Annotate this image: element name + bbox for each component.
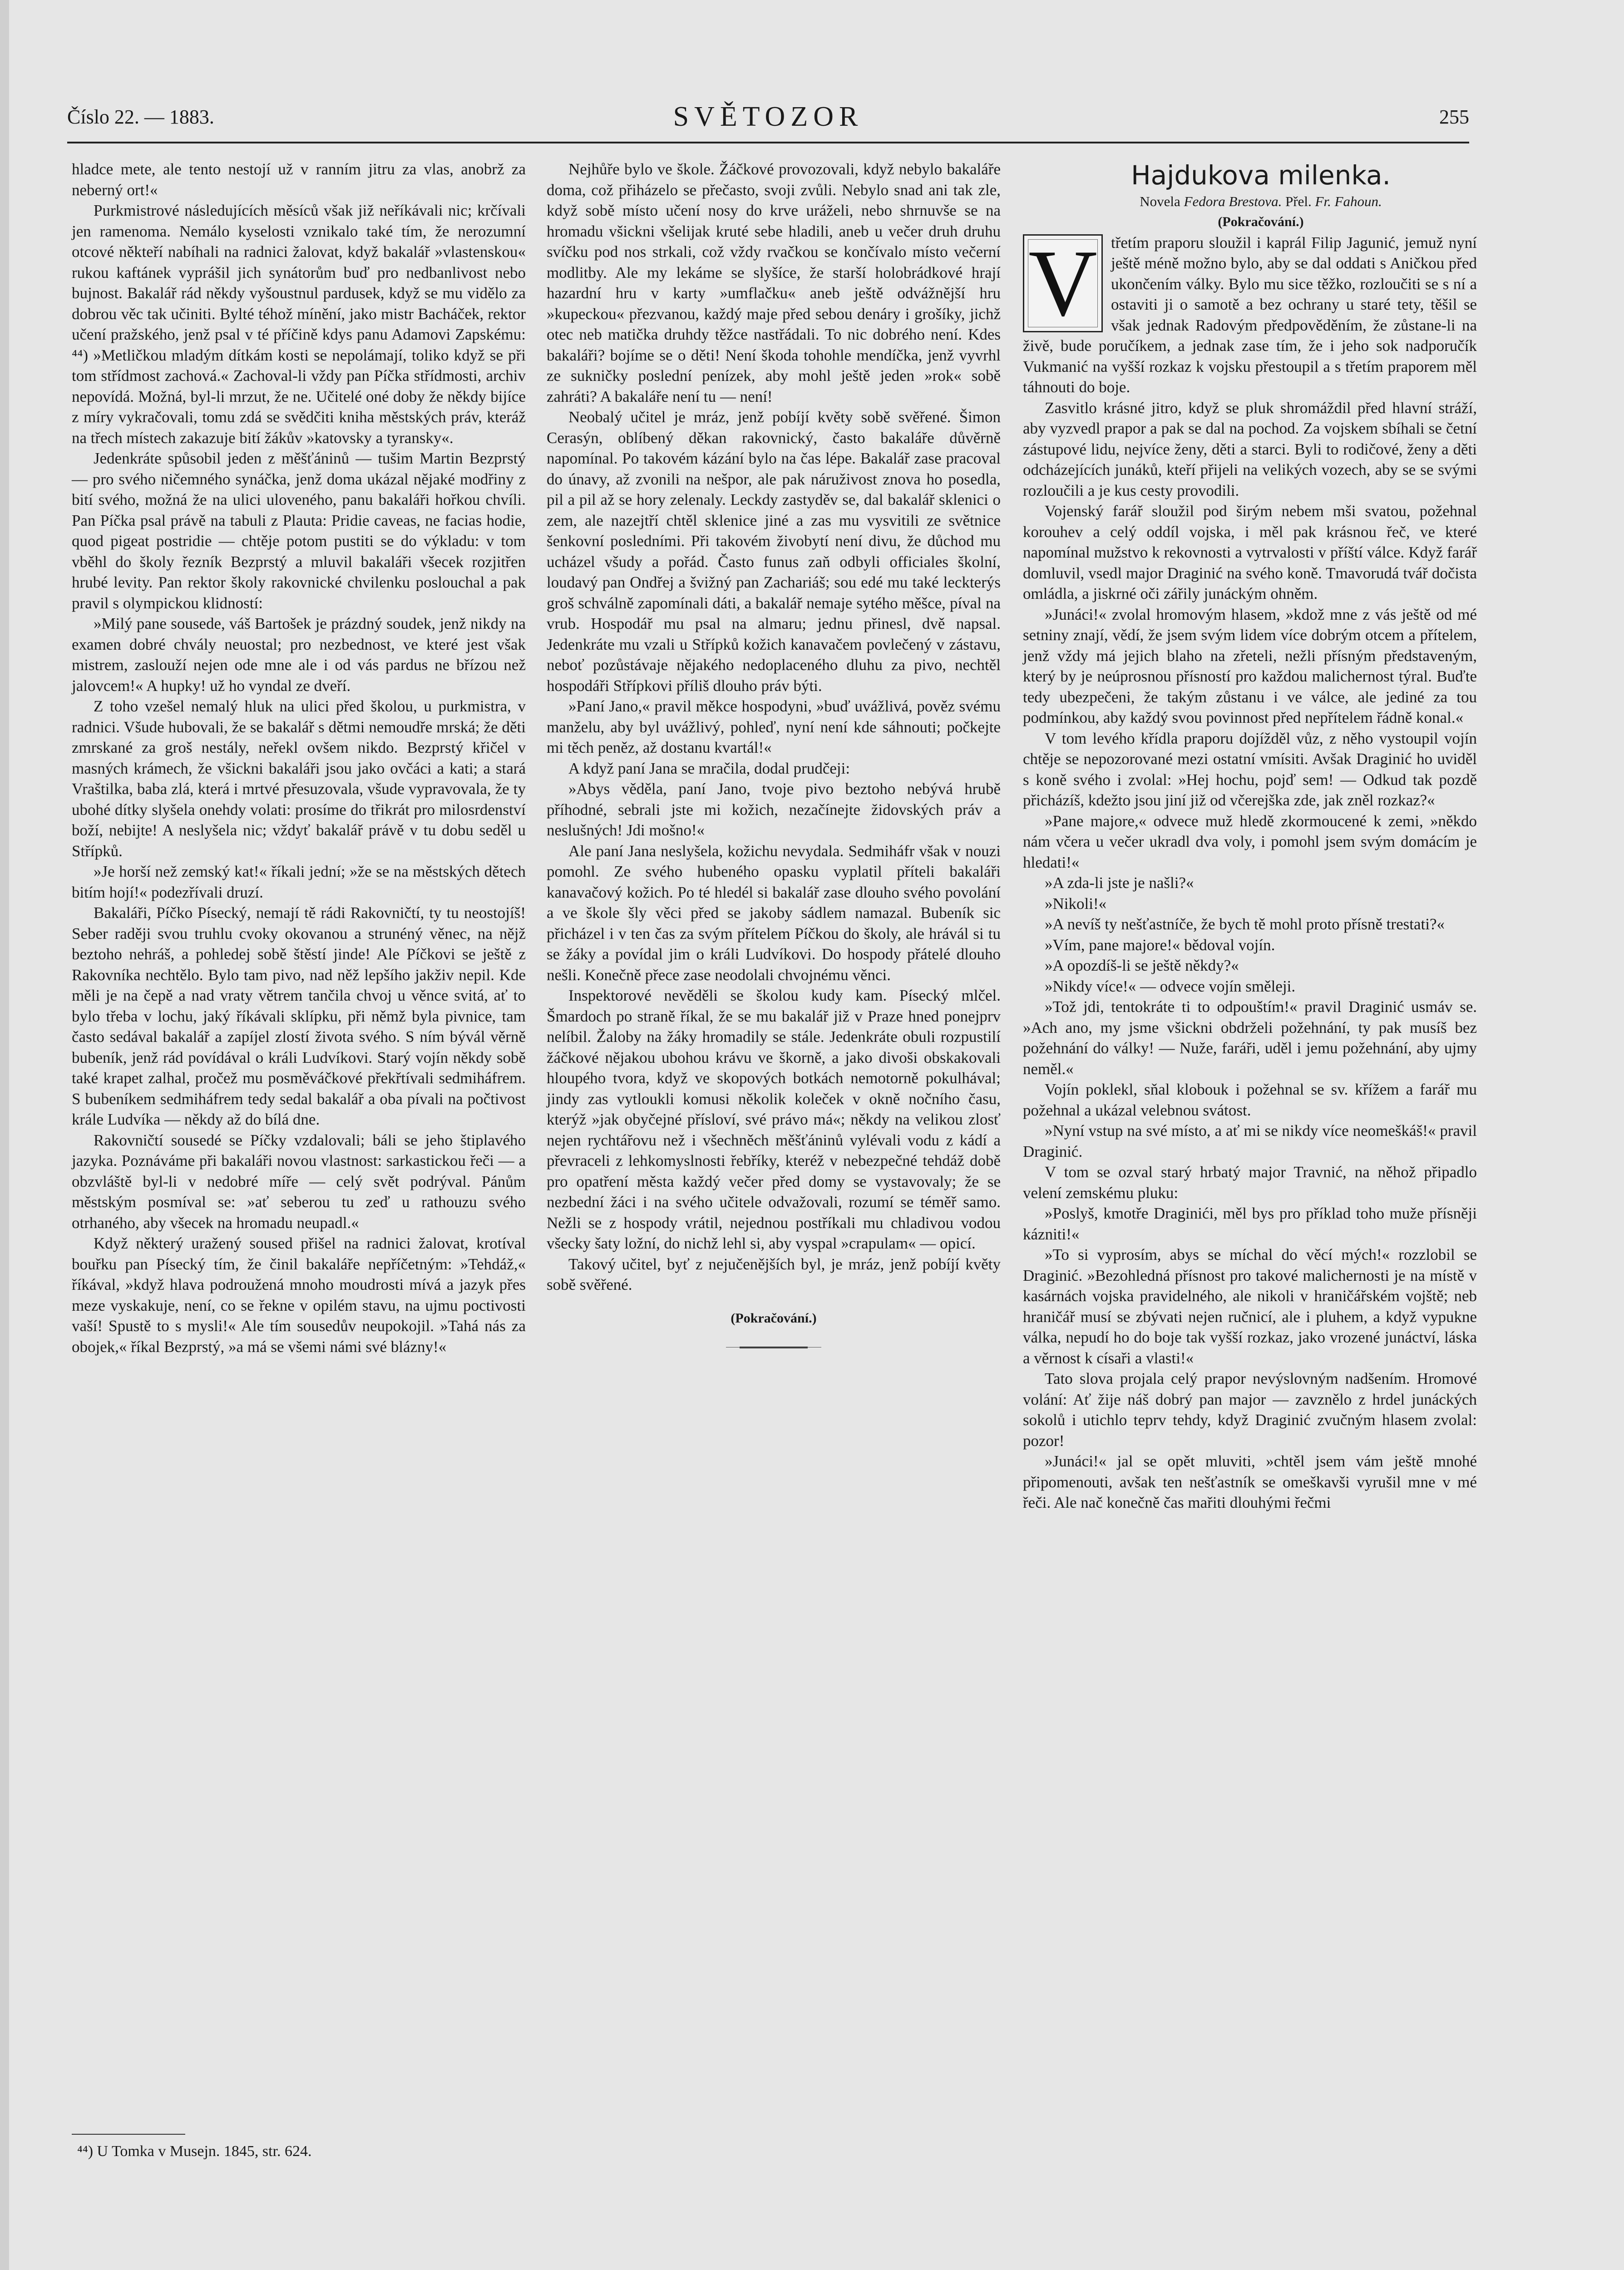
paragraph: Nejhůře bylo ve škole. Žáčkové provozovali, když nebylo bakaláře doma, což přiházelo se přečasto, svoji zvůli. Nebylo snad ani tak zle, když sobě místo učení nosy do krve uráželi, nebo shrnuvše se na hromadu všickni všelijak kruté sebe hladili, aneb u večer druh druhu svíčku pod nos strkali, což vždy rvačkou se končívalo místo večerní modlitby. Ale my lekáme se slyšíce, že starší holobrádkové hrají hazardní hru v karty »umflačku« aneb ještě odvážnější hru »kupeckou« přezvanou, každý maje před sebou denáry i grošíky, jichž otec neb matička druhdy těžce nastřádali. To nic dobrého není. Kdes bakaláři? bojíme se o děti! Není škoda tohohle mendíčka, jenž vyvrhl ze sukničky poslední penízek, aby mohl ještě jeden »rok« sobě zahráti? A bakaláře není tu — není! [547,160,1001,405]
paragraph: »Abys věděla, paní Jano, tvoje pivo beztoho nebývá hrubě příhodné, sebrali jste mi kožich, nezačínejte židovských práv a neslušných! Jdi mošno!« [547,780,1001,839]
issue-number: Číslo 22. — 1883. [67,106,214,128]
paragraph: »Milý pane sousede, váš Bartošek je prázdný soudek, jenž nikdy na examen dobré chvály neuostal; pro nezbednost, ve které jest však mistrem, zaslouží nejen ode mne ale i od vás pardus ne břízou než jalovcem!« A hupky! už ho vyndal ze dveří. [72,615,526,695]
paragraph: »A zda-li jste je našli?« [1045,874,1194,892]
byline-author: Fedora Brestova. [1184,193,1282,209]
paragraph: »Tož jdi, tentokráte ti to odpouštím!« pravil Draginić usmáv se. »Ach ano, my jsme všickni obdrželi požehnání, ty pak musíš bez požehnání do války! — Nuže, faráři, uděl i jemu požehnání, aby ujmy neměl.« [1023,998,1477,1078]
paragraph: Inspektorové nevěděli se školou kudy kam. Písecký mlčel. Šmardoch po straně říkal, že se mu bakalář již v Praze hned ponejprv nelíbil. Žaloby na žáky hromadily se stále. Jedenkráte obuli rozpustilí žáčkové nějakou ubohou krávu ve škorně, a jako divoši obskakovali hloupého tvora, když ve skopových botkách nemotorně pokulhával; jindy zas vytloukli komusi několik koleček v okně nočního času, kterýž »jak obyčejné přísloví, své právo má«; někdy na velikou zlosť nejen rychtářovu než i všechněch měšťáninů vylévali vodu z kádí a převraceli z lehkomyslnosti řebříky, kteréž v nebezpečné tehdáž době pro opatření města každý večer před domy se vystavovaly; že se nezbední žáci i na svého učitele odvažovali, rozumí se téměř samo. Nežli se z hospody vrátil, nejednou postříkali mu chladivou vodou všecky šaty ložní, do nichž lehl si, aby vyspal »crapulam« — opicí. [547,987,1001,1252]
paragraph: Když některý uražený soused přišel na radnici žalovat, krotíval bouřku pan Písecký tím, že činil bakaláře nepříčetným: »Tehdáž,« říkával, »když hlava podroužená mnoho moudrosti mívá a jazyk přes meze vyskakuje, není, co se řekne v opilém stavu, na ujmu poctivosti vaší! Spustě to s mysli!« Ale tím sousedův neupokojil. »Tahá nás za obojek,« říkal Bezprstý, »a má se všemi námi své blázny!« [72,1234,526,1356]
column-right [1023,159,1477,1513]
continuation-note: (Pokračování.) [731,1310,817,1326]
paragraph: hladce mete, ale tento nestojí už v ranním jitru za vlas, anobrž za neberný ort!« [72,160,526,199]
footnote-rule [72,2134,185,2135]
ornament-rule [740,1347,808,1348]
paragraph: »Nyní vstup na své místo, a ať mi se nikdy více neomeškáš!« pravil Draginić. [1023,1122,1477,1160]
paragraph: »Vím, pane majore!« bědoval vojín. [1045,936,1275,954]
paragraph: Bakaláři, Píčko Písecký, nemají tě rádi Rakovničtí, ty tu neostojíš! Seber raději svou truhlu cvoky okovanou a strunéný věnec, na nějž beztoho nehráš, a pohledej sobě štěstí jinde! Ale Píčkovi se ještě z Rakovníka nechtělo. Bylo tam pivo, nad něž lepšího jakživ nepil. Kde měli je na čepě a nad vraty větrem tančila chvoj u věnce svitá, ať to bylo třeba v lochu, jaký říkávali sklípku, při němž byla pivnice, tam často sedával bakalář a zapíjel zlostí života svého. S ním bývál věrně bubeník, jenž rád povídával o králi Ludvíkovi. Starý vojín někdy sobě také krapet zalhal, pročež mu posměváčkové překřtívali sedmiháfrem. S bubeníkem sedmiháfrem tedy sedal bakalář a oba pívali na počtivost krále Ludvíka — někdy až do bílá dne. [72,904,526,1128]
paragraph: Vojenský farář sloužil pod širým nebem mši svatou, požehnal korouhev a celý oddíl vojska, i měl pak krásnou řeč, ve které napomínal mužstvo k rekovnosti a vytrvalosti v příští válce. Když farář domluvil, vsedl major Draginić na svého koně. Tmavorudá tvář dočista omládla, a jiskrné oči zářily junáckým ohněm. [1023,502,1477,602]
paragraph: A když paní Jana se mračila, dodal prudčeji: [568,759,850,777]
paragraph: Vojín poklekl, sňal klobouk i požehnal se sv. křížem a farář mu požehnal a ukázal velebnou svátost. [1023,1081,1477,1119]
page-edge [0,0,9,2270]
column-left [72,159,526,1357]
paragraph: Z toho vzešel nemalý hluk na ulici před školou, u purkmistra, v radnici. Všude hubovali, že se bakalář s dětmi nemoudře mrská; že děti zmrskané za groš nestály, neřekl ovšem nikdo. Bezprstý křičel v masných krámech, že všickni bakaláři jsou jako ovčáci a kati; a stará Vraštilka, baba zlá, která i mrtvé přesuzovala, všude vypravovala, že ty ubohé dítky slyšela onehdy volati: prosíme do třikrát pro milosrdenství boží, nebijte! A neslyšela nic; vždyť bakalář právě v tu dobu seděl u Střípků. [72,697,526,860]
paragraph: Neobalý učitel je mráz, jenž pobíjí květy sobě svěřené. Šimon Cerasýn, oblíbený děkan rakovnický, často bakaláře důvěrně napomínal. Po takovém kázání bylo na čas lépe. Bakalář zase pracoval do únavy, až zvonili na nešpor, ale pak náruživost znova ho posedla, pil a pil až se hory zelenaly. Leckdy zastyděv se, dal bakalář sklenici o zem, ale nazejtří chtěl sklenice jiné a zas mu vysvitili ze světnice šenkovní posledními. Při takovém živobytí není divu, že důchod mu ucházel všudy a pořád. Často funus zaň odbyli officiales školní, loudavý pan Ondřej a švižný pan Zachariáš; sou edé mu také leckterýs groš schválně zapomínali dáti, a bakalář nemaje sytého měšce, píval na vrub. Hospodář mu psal na almaru; jednu přinesl, dvě napsal. Jedenkráte mu vzali u Střípků kožich kanavačem povlečený v zástavu, neboť pozůstávaje nějakého nedoplaceného dluhu za pivo, nechtěl hospodáři Střípkovi příliš dlouho práv býti. [547,408,1001,695]
masthead-title: SVĚTOZOR [673,101,864,132]
paragraph: »To si vyprosím, abys se míchal do věcí mých!« rozzlobil se Draginić. »Bezohledná přísnost pro takové malichernosti je na místě v kasárnách vojska pravidelného, ale nikoli v hraničářském vojště; neb hraničář musí se zbývati nejen ručnicí, ale i pluhem, a když vypukne válka, nepudí ho do boje tak vyšší rozkaz, jako vrozené junáctví, láska a věrnost k císaři a vlasti!« [1023,1246,1477,1367]
byline-prefix: Novela [1140,193,1180,209]
paragraph: Rakovničtí sousedé se Píčky vzdalovali; báli se jeho štiplavého jazyka. Poznáváme při bakaláři novou vlastnost: sarkastickou řeči — a obzvláště byl-li v nedobré míře — celý svět podrýval. Pánům městským posmíval se: »ať seberou tu zeď u rathouzu svého otrhaného, aby všecek na hromadu neupadl.« [72,1131,526,1232]
page-header [67,101,1469,133]
paragraph: Tato slova projala celý prapor nevýslovným nadšením. Hromové volání: Ať žije náš dobrý pan major — zavznělo z hrdel junáckých sokolů i utichlo teprv tehdy, když Draginić zvučným hlasem zvolal: pozor! [1023,1370,1477,1450]
paragraph: »Nikdy více!« — odvece vojín směleji. [1045,977,1296,995]
byline-translator: Fr. Fahoun. [1315,193,1382,209]
paragraph: Takový učitel, byť z nejučenějších byl, je mráz, jenž pobíjí květy sobě svěřené. [547,1255,1001,1293]
paragraph: V tom se ozval starý hrbatý major Travnić, na něhož připadlo velení zemskému pluku: [1023,1163,1477,1202]
paragraph: »Pane majore,« odvece muž hledě zkormoucené k zemi, »někdo nám včera u večer ukradl dva voly, i pomohl jsem svým domácím je hledati!« [1023,812,1477,871]
paragraph: V tom levého křídla praporu dojížděl vůz, z něho vystoupil vojín chtěje se nepozorované mezi ostatní vmísiti. Avšak Draginić ho uviděl s koně svého i zvolal: »Hej hochu, pojď sem! — Odkud tak pozdě přicházíš, kdežto jsou jiní již od včerejška zde, jak zněl rozkaz?« [1023,729,1477,809]
paragraph: Jedenkráte spůsobil jeden z měšťáninů — tušim Martin Bezprstý — pro svého ničemného synáčka, jenž doma ukázal nějaké modřiny z bití svého, možná že na ulici uloveného, panu bakaláři hořkou chvíli. Pan Píčka psal právě na tabuli z Plauta: Pridie caveas, ne facias hodie, quod pigeat postridie — chtěje potom pustiti se do výkladu: v tom vběhl do školy řezník Bezprstý a mluvil bakaláři všecek rozjitřen hrubé levity. Pan rektor školy rakovnické chvilenku poslouchal a pak pravil s olympickou klidností: [72,449,526,612]
paragraph: třetím praporu sloužil i kaprál Filip Jagunić, jemuž nyní ještě méně možno bylo, aby se dal oddati s Aničkou před ukončením války. Bylo mu sice těžko, rozloučiti se s ní a ostaviti ji o samotě a bez ochrany u staré tety, těšil se však jednak Radovým předpověděním, že zůstane-li na živě, bude poručíkem, a jednak zase tím, že i jeho sok nadporučík Vukmanić na vyšší rozkaz k vojsku přestoupil a s třetím praporem měl táhnouti do boje. [1023,233,1477,396]
paragraph: »Junáci!« jal se opět mluviti, »chtěl jsem vám ještě mnohé připomenouti, avšak ten nešťastník se omeškavši vyrušil mne v mé řeči. Ale nač konečně čas mařiti dlouhými řečmi [1023,1452,1477,1511]
story-byline [1023,192,1477,212]
paragraph: Ale paní Jana neslyšela, kožichu nevydala. Sedmiháfr však v nouzi pomohl. Ze svého hubeného opasku vyplatil příteli bakaláři kanavačový kožich. Po té hledél si bakalář zase dlouho svého povolání a ve škole šly věci před se jakoby sádlem namazal. Bubeník sic přicházel i v ten čas za svým přítelem Píčkou do školy, ale hrávál si tu se žáky a povídal jim o králi Ludvíkovi. Do hospody přátelé dlouho nešli. Konečně přece zase neodolali chvojnému věnci. [547,842,1001,984]
page-number: 255 [1439,106,1469,128]
byline-translation: Přel. [1285,193,1312,209]
paragraph: »Poslyš, kmotře Draginići, měl bys pro příklad toho muže přísněji kázniti!« [1023,1204,1477,1243]
header-rule [67,142,1469,143]
story-title: Hajdukova milenka. [1131,160,1391,191]
paragraph: Zasvitlo krásné jitro, když se pluk shromáždil před hlavní stráží, aby vyzvedl prapor a pak se dal na pochod. Za vojskem sbíhali se četní zástupové lidu, nejvíce ženy, děti a starci. Byli to rodičové, ženy a děti odcházejících junáků, kteří přijeli na velikých vozech, aby se se svými rozloučili a je kus cesty provodili. [1023,399,1477,499]
continuation-note: (Pokračování.) [1218,214,1304,229]
column-middle [547,159,1001,1348]
paragraph: »A opozdíš-li se ještě někdy?« [1045,957,1239,974]
paragraph: »Junáci!« zvolal hromovým hlasem, »kdož mne z vás ještě od mé setniny znají, vědí, že jsem svým lidem více dobrým otcem a přítelem, jenž vždy má jejich blaho na zřeteli, nežli přísným představeným, který by je neúprosnou přísností pro každou malichernost týral. Buďte tedy ubezpečeni, že takým zůstanu i ve válce, ale jediné za tou podmínkou, aby každý svou povinnost před nepřítelem řádně konal.« [1023,605,1477,726]
paragraph: Purkmistrové následujících měsíců však již neříkávali nic; krčívali jen ramenoma. Nemálo kyselosti vznikalo také tím, že nerozumní otcové někteří nabíhali na radnici žalovat, když bakalář »vlastenskou« rukou kaftánek vyprášil jich synátorům buď pro nedbanlivost nebo bujnost. Bakalář rád někdy vyšoustnul pardusek, když se mu vidělo za dobrou věc tak učiniti. Bylté téhož mínění, jako mistr Bacháček, rektor učení pražského, jenž psal v té příčině kdys panu Adamovi Zapskému: ⁴⁴) »Metličkou mladým dítkám kosti se nepolámají, toliko když se při tom střídmost zachová.« Zachoval-li vždy pan Píčka střídmosti, archiv nepovídá. Možná, byl-li mrzut, že ne. Učitelé oné doby že někdy bijíce z míry vykračovali, tomu zdá se svědčiti kniha městských práv, kteráž na třech místech zakazuje bití žákův »katovsky a tyransky«. [72,202,526,447]
footnote: ⁴⁴) U Tomka v Musejn. 1845, str. 624. [77,2143,312,2160]
drop-cap: V [1023,234,1103,332]
paragraph: »Je horší než zemský kat!« říkali jední; »že se na městských dětech bitím hojí!« podezřívali druzí. [72,863,526,901]
paragraph: »Nikoli!« [1045,894,1107,913]
paragraph: »A nevíš ty nešťastníče, že bych tě mohl proto přísně trestati?« [1045,915,1445,933]
paragraph: »Paní Jano,« pravil měkce hospodyni, »buď uvážlivá, pověz svému manželu, aby byl uvážlivý, pohleď, nyní není kde sáhnouti; počkejte mi těch peněz, až dostanu kvartál!« [547,697,1001,756]
